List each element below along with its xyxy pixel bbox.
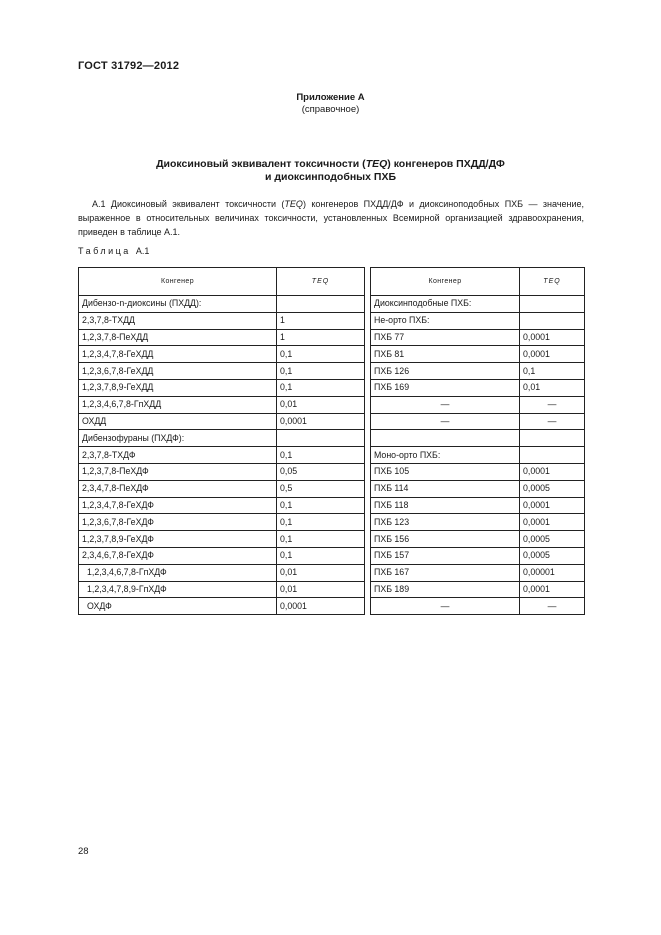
- table-row: [79, 296, 585, 313]
- cell-teq-left: 0,5: [277, 480, 365, 497]
- cell-congener-right: ПХБ 118: [371, 497, 520, 514]
- cell-congener-left: 1,2,3,6,7,8-ГеХДФ: [79, 514, 277, 531]
- page-number: 28: [78, 846, 89, 857]
- table-row: [79, 363, 585, 380]
- cell-teq-right: 0,00001: [520, 564, 585, 581]
- cell-congener-right: —: [371, 396, 520, 413]
- cell-teq-left: 0,0001: [277, 598, 365, 615]
- table-row: [79, 581, 585, 598]
- cell-teq-right: —: [520, 396, 585, 413]
- cell-teq-right: 0,0001: [520, 514, 585, 531]
- table-row: [79, 598, 585, 615]
- annex-heading: [0, 92, 661, 116]
- table-row: [79, 430, 585, 447]
- cell-congener-right: ПХБ 81: [371, 346, 520, 363]
- section-title: [0, 158, 661, 184]
- cell-congener-right: ПХБ 105: [371, 463, 520, 480]
- cell-teq-right: 0,0001: [520, 581, 585, 598]
- cell-teq-right: 0,1: [520, 363, 585, 380]
- cell-teq-left: [277, 430, 365, 447]
- cell-congener-left: 1,2,3,6,7,8-ГеХДД: [79, 363, 277, 380]
- section-title-line2: и диоксинподобных ПХБ: [264, 171, 396, 183]
- table-row: [79, 531, 585, 548]
- cell-congener-right: ПХБ 169: [371, 379, 520, 396]
- cell-congener-left: Дибензо-n-диоксины (ПХДД):: [79, 296, 277, 313]
- header-congener-left: Конгенер: [79, 268, 277, 296]
- table-row: [79, 564, 585, 581]
- cell-teq-right: 0,01: [520, 379, 585, 396]
- cell-congener-right: —: [371, 598, 520, 615]
- cell-teq-right: [520, 447, 585, 464]
- cell-teq-left: 0,1: [277, 531, 365, 548]
- cell-congener-left: ОХДД: [79, 413, 277, 430]
- table-row: [79, 413, 585, 430]
- cell-congener-left: 2,3,7,8-ТХДФ: [79, 447, 277, 464]
- table-row: [79, 497, 585, 514]
- cell-congener-right: —: [371, 413, 520, 430]
- cell-congener-right: Диоксинподобные ПХБ:: [371, 296, 520, 313]
- section-title-line1: Диоксиновый эквивалент токсичности (TEQ) конгенеров ПХДД/ДФ: [156, 158, 505, 170]
- table-row: [79, 396, 585, 413]
- cell-teq-right: —: [520, 413, 585, 430]
- cell-congener-right: Моно-орто ПХБ:: [371, 447, 520, 464]
- header-congener-right: Конгенер: [371, 268, 520, 296]
- cell-congener-right: ПХБ 126: [371, 363, 520, 380]
- table-row: [79, 547, 585, 564]
- cell-teq-left: 0,1: [277, 514, 365, 531]
- teq-table: [78, 267, 585, 615]
- annex-note: (справочное): [301, 104, 360, 115]
- cell-congener-left: 2,3,4,7,8-ПеХДФ: [79, 480, 277, 497]
- header-teq-right: TEQ: [520, 268, 585, 296]
- cell-teq-left: 1: [277, 312, 365, 329]
- cell-teq-left: 1: [277, 329, 365, 346]
- table-header-row: [79, 268, 585, 296]
- cell-teq-left: 0,1: [277, 379, 365, 396]
- cell-teq-right: [520, 312, 585, 329]
- cell-teq-left: [277, 296, 365, 313]
- cell-congener-left: 1,2,3,7,8,9-ГеХДФ: [79, 531, 277, 548]
- header-teq-left: TEQ: [277, 268, 365, 296]
- table-row: [79, 447, 585, 464]
- cell-congener-left: 2,3,7,8-ТХДД: [79, 312, 277, 329]
- cell-teq-left: 0,1: [277, 346, 365, 363]
- cell-teq-right: [520, 430, 585, 447]
- cell-teq-left: 0,0001: [277, 413, 365, 430]
- cell-congener-right: ПХБ 77: [371, 329, 520, 346]
- table-row: [79, 379, 585, 396]
- cell-congener-right: ПХБ 167: [371, 564, 520, 581]
- cell-teq-left: 0,1: [277, 547, 365, 564]
- table-row: [79, 312, 585, 329]
- cell-teq-left: 0,01: [277, 581, 365, 598]
- cell-teq-right: 0,0005: [520, 480, 585, 497]
- cell-teq-right: 0,0001: [520, 329, 585, 346]
- cell-congener-left: 1,2,3,7,8-ПеХДД: [79, 329, 277, 346]
- cell-congener-left: 1,2,3,4,7,8-ГеХДФ: [79, 497, 277, 514]
- cell-congener-left: 1,2,3,7,8-ПеХДФ: [79, 463, 277, 480]
- cell-congener-right: ПХБ 123: [371, 514, 520, 531]
- cell-congener-right: Не-орто ПХБ:: [371, 312, 520, 329]
- cell-teq-left: 0,1: [277, 447, 365, 464]
- standard-number: ГОСТ 31792—2012: [78, 60, 180, 72]
- cell-teq-left: 0,01: [277, 396, 365, 413]
- intro-paragraph: А.1 Диоксиновый эквивалент токсичности (TEQ) конгенеров ПХДД/ДФ и диоксиноподобных ПХБ — значение, выраженное в относительных величинах токсичности, установленных Всемирной организацией здравоохранения, приведен в таблице А.1.: [78, 199, 585, 237]
- table-row: [79, 480, 585, 497]
- cell-teq-left: 0,1: [277, 497, 365, 514]
- cell-teq-right: —: [520, 598, 585, 615]
- cell-teq-right: 0,0001: [520, 463, 585, 480]
- cell-teq-right: 0,0005: [520, 531, 585, 548]
- table-row: [79, 329, 585, 346]
- table-row: [79, 346, 585, 363]
- cell-teq-right: 0,0005: [520, 547, 585, 564]
- cell-teq-right: 0,0001: [520, 346, 585, 363]
- cell-congener-right: ПХБ 157: [371, 547, 520, 564]
- cell-congener-left: 1,2,3,7,8,9-ГеХДД: [79, 379, 277, 396]
- table-caption: Таблица А.1: [78, 246, 150, 256]
- cell-congener-right: [371, 430, 520, 447]
- cell-congener-left: 2,3,4,6,7,8-ГеХДФ: [79, 547, 277, 564]
- cell-congener-right: ПХБ 114: [371, 480, 520, 497]
- cell-congener-left: 1,2,3,4,7,8,9-ГпХДФ: [79, 581, 277, 598]
- cell-congener-left: 1,2,3,4,6,7,8-ГпХДФ: [79, 564, 277, 581]
- cell-congener-left: ОХДФ: [79, 598, 277, 615]
- cell-teq-left: 0,01: [277, 564, 365, 581]
- cell-congener-right: ПХБ 189: [371, 581, 520, 598]
- cell-teq-right: 0,0001: [520, 497, 585, 514]
- cell-congener-left: Дибензофураны (ПХДФ):: [79, 430, 277, 447]
- cell-teq-left: 0,1: [277, 363, 365, 380]
- teq-table-body: [79, 268, 585, 615]
- cell-congener-right: ПХБ 156: [371, 531, 520, 548]
- table-row: [79, 463, 585, 480]
- cell-teq-left: 0,05: [277, 463, 365, 480]
- table-row: [79, 514, 585, 531]
- cell-congener-left: 1,2,3,4,7,8-ГеХДД: [79, 346, 277, 363]
- cell-teq-right: [520, 296, 585, 313]
- annex-title: Приложение А: [296, 92, 365, 103]
- cell-congener-left: 1,2,3,4,6,7,8-ГпХДД: [79, 396, 277, 413]
